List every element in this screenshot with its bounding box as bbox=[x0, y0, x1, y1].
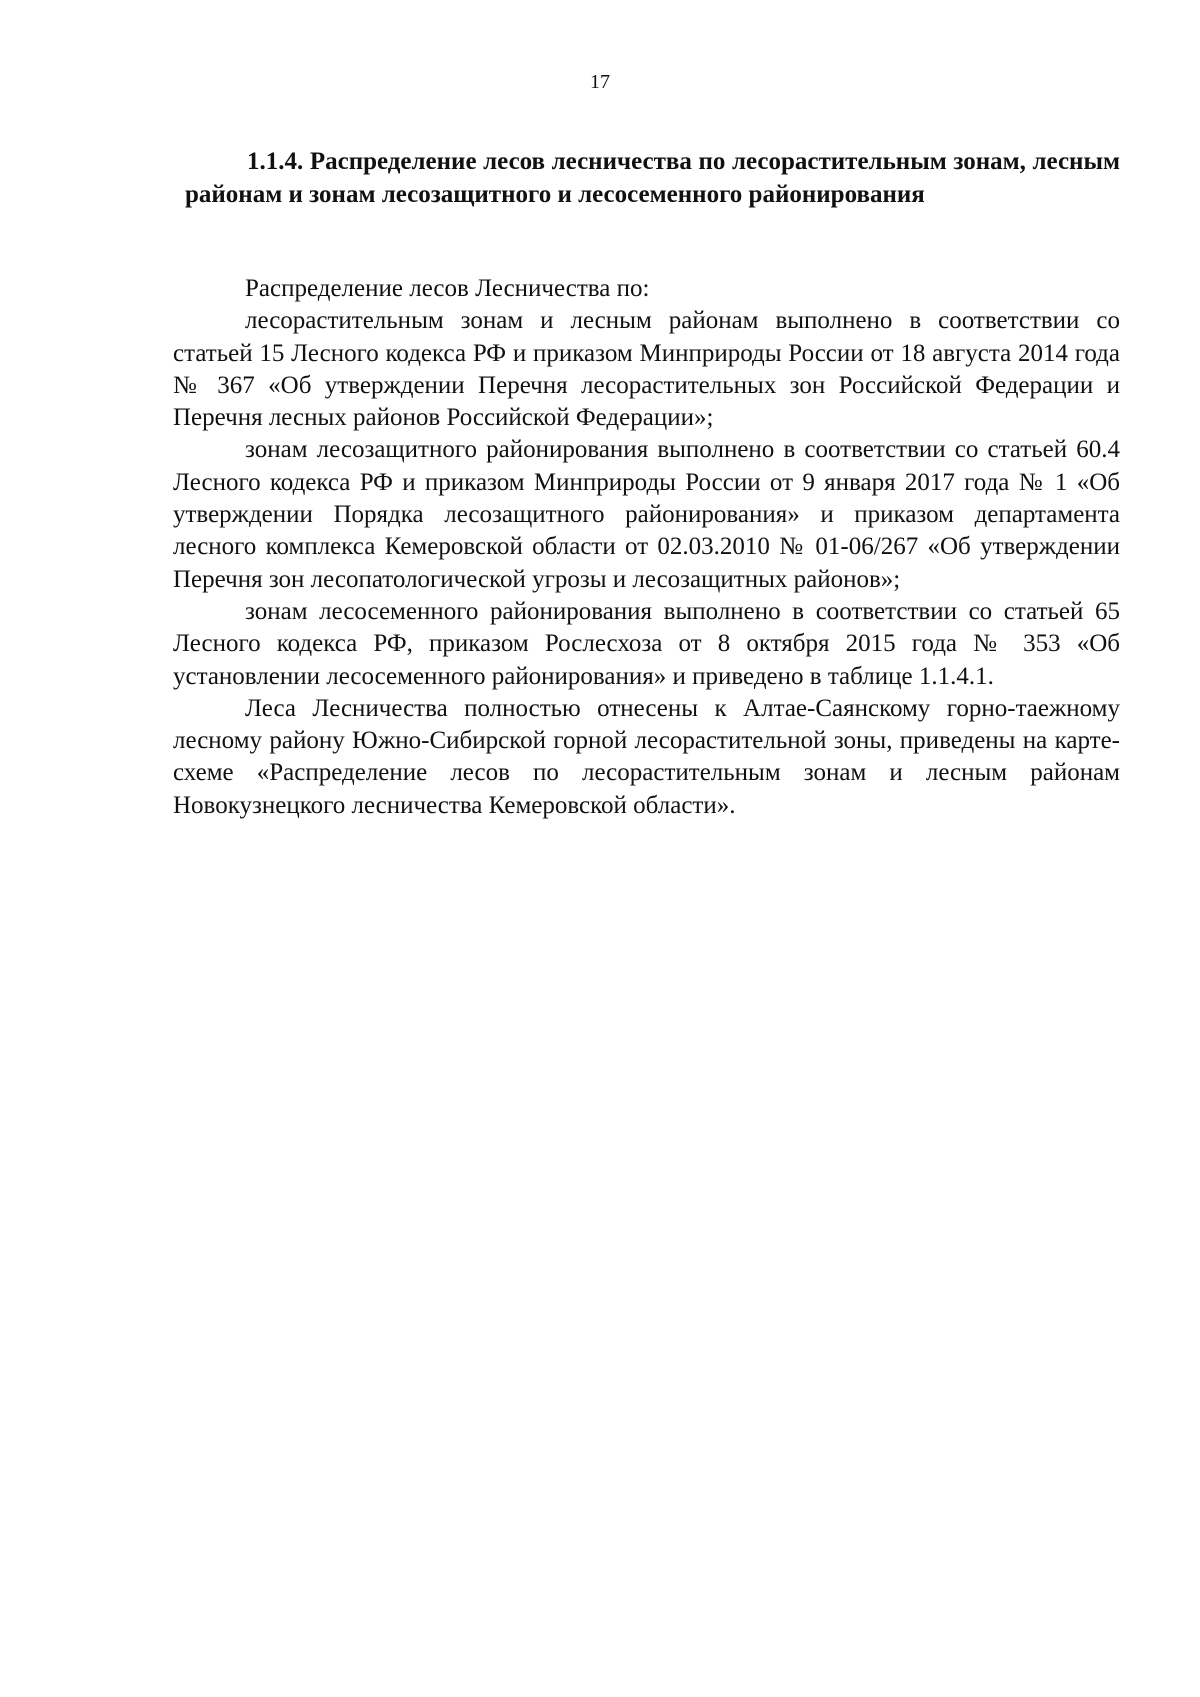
page-number: 17 bbox=[590, 71, 610, 93]
section-heading bbox=[185, 145, 1120, 211]
paragraph-seed-zones: зонам лесосеменного районирования выполнено в соответствии со статьей 65 Лесного кодекса РФ, приказом Рослесхоза от 8 октября 2015 года № 353 «Об установлении лесосеменного районирования» и приведено в таблице 1.1.4.1. bbox=[173, 597, 1120, 690]
paragraph-forest-zones: лесорастительным зонам и лесным районам выполнено в соответствии со статьей 15 Лесного кодекса РФ и приказом Минприроды России от 18 августа 2014 года № 367 «Об утверждении Перечня лесорастительных зон Российской Федерации и Перечня лесных районов Российской Федерации»; bbox=[173, 307, 1120, 432]
paragraph-forest-protection-zones: зонам лесозащитного районирования выполнено в соответствии со статьей 60.4 Лесного кодекса РФ и приказом Минприроды России от 9 января 2017 года № 1 «Об утверждении Порядка лесозащитного районирования» и приказом департамента лесного комплекса Кемеровской области от 02.03.2010 № 01-06/267 «Об утверждении Перечня зон лесопатологической угрозы и лесозащитных районов»; bbox=[173, 436, 1120, 593]
document-body bbox=[173, 273, 1120, 822]
section-heading-text: 1.1.4. Распределение лесов лесничества по лесорастительным зонам, лесным районам и зонам лесозащитного и лесосеменного районирования bbox=[185, 148, 1120, 208]
paragraph-forest-district: Леса Лесничества полностью отнесены к Алтае-Саянскому горно-таежному лесному району Южно-Сибирской горной лесорастительной зоны, приведены на карте-схеме «Распределение лесов по лесорастительным зонам и лесным районам Новокузнецкого лесничества Кемеровской области». bbox=[173, 694, 1120, 819]
paragraph-intro: Распределение лесов Лесничества по: bbox=[245, 275, 650, 302]
